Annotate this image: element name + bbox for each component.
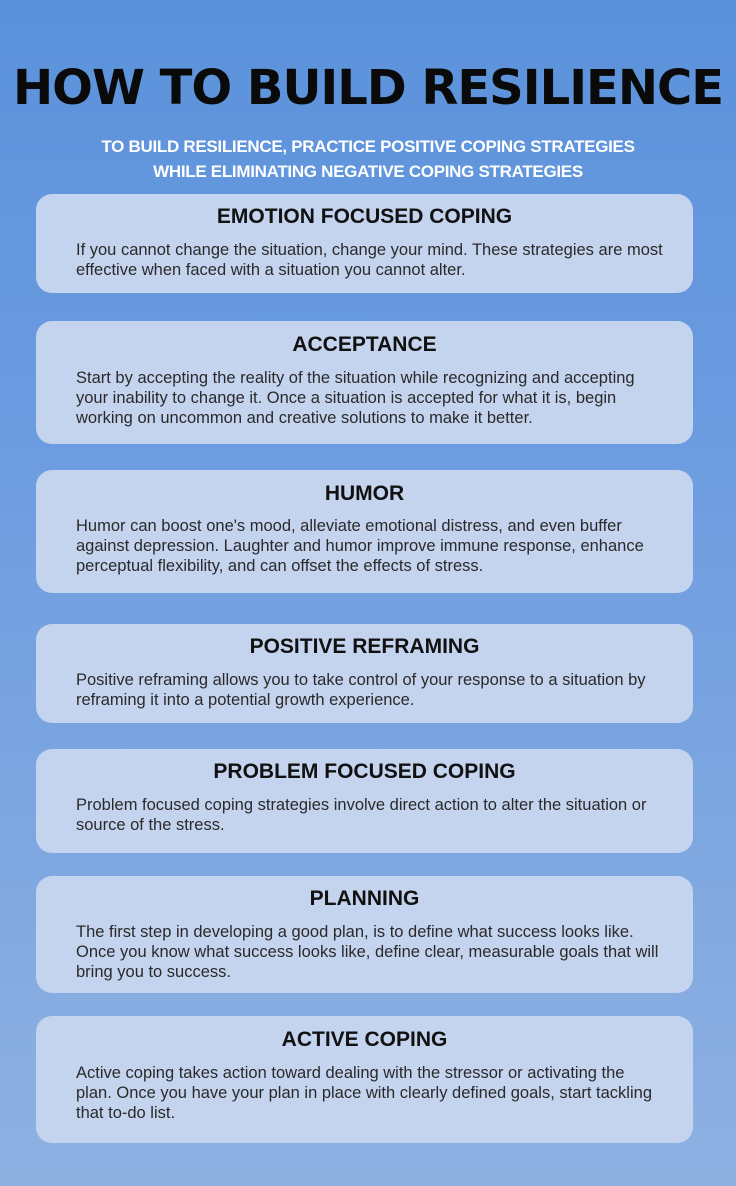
section-planning — [36, 876, 693, 993]
subtitle — [0, 134, 736, 184]
section-heading: ACTIVE COPING — [281, 1028, 448, 1051]
page-title: HOW TO BUILD RESILIENCE — [12, 60, 724, 116]
subtitle-line-1: TO BUILD RESILIENCE, PRACTICE POSITIVE COPING STRATEGIES — [101, 137, 635, 156]
section-heading: PLANNING — [309, 887, 420, 910]
subtitle-line-2: WHILE ELIMINATING NEGATIVE COPING STRATEGIES — [153, 162, 583, 181]
section-acceptance — [36, 321, 693, 444]
section-heading: ACCEPTANCE — [292, 333, 437, 356]
section-text: If you cannot change the situation, change your mind. These strategies are most effective when faced with a situation you cannot alter. — [76, 241, 663, 279]
section-text: The first step in developing a good plan, is to define what success looks like. Once you know what success looks like, define clear, measurable goals that will bring you to success. — [76, 923, 659, 981]
section-heading: PROBLEM FOCUSED COPING — [213, 760, 516, 783]
section-text: Positive reframing allows you to take control of your response to a situation by reframing it into a potential growth experience. — [76, 671, 646, 709]
section-text: Start by accepting the reality of the situation while recognizing and accepting your inability to change it. Once a situation is accepted for what it is, begin working on uncommon and creative solutions to make it better. — [76, 369, 635, 427]
section-humor — [36, 470, 693, 593]
section-heading: POSITIVE REFRAMING — [249, 635, 480, 658]
section-heading: HUMOR — [324, 482, 405, 505]
section-text: Humor can boost one's mood, alleviate emotional distress, and even buffer against depression. Laughter and humor improve immune response, enhance perceptual flexibility, and can offset the effects of stress. — [76, 517, 644, 575]
section-emotion-focused-coping — [36, 194, 693, 293]
section-text: Active coping takes action toward dealing with the stressor or activating the plan. Once you have your plan in place with clearly defined goals, start tackling that to-do list. — [76, 1064, 652, 1122]
section-heading: EMOTION FOCUSED COPING — [216, 205, 513, 228]
section-active-coping — [36, 1016, 693, 1143]
section-positive-reframing — [36, 624, 693, 723]
section-problem-focused-coping — [36, 749, 693, 853]
section-text: Problem focused coping strategies involve direct action to alter the situation or source of the stress. — [76, 796, 647, 834]
